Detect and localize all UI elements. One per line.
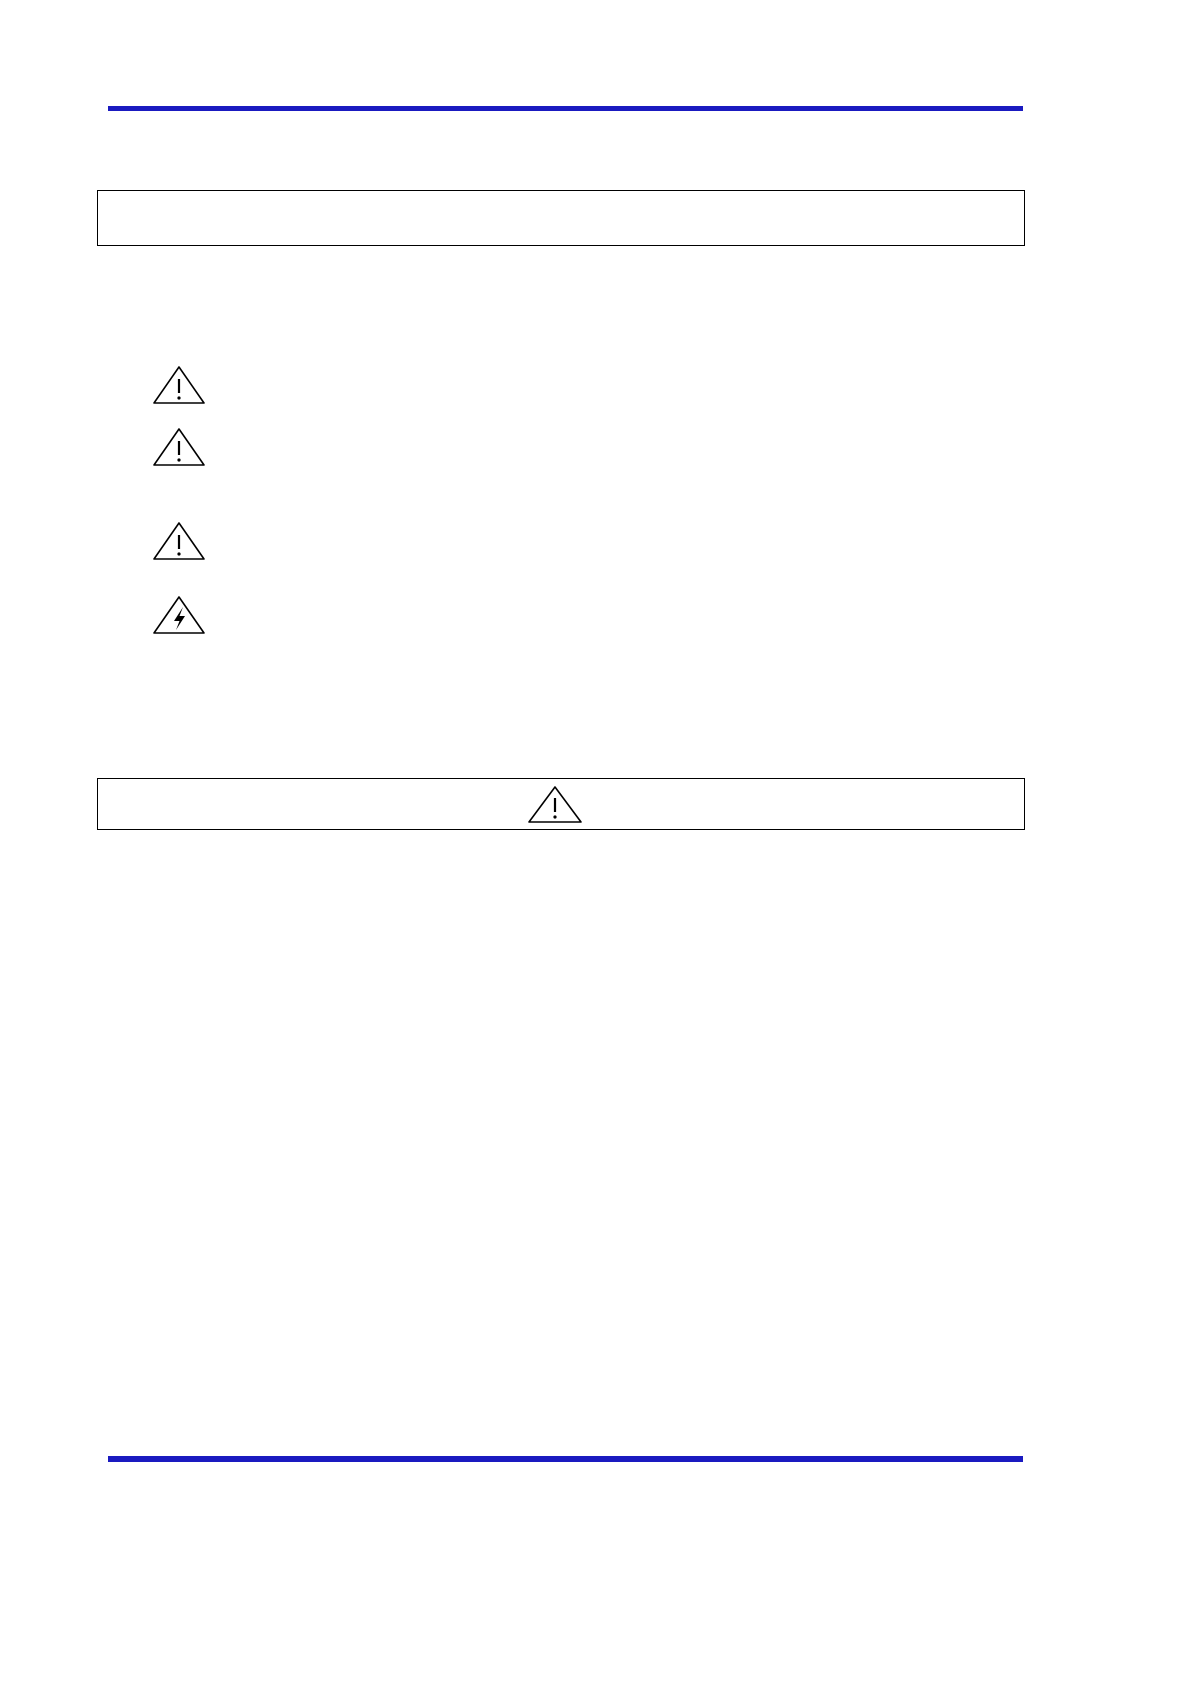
footer-rule xyxy=(108,1456,1023,1462)
symbol-row xyxy=(150,518,1022,562)
symbol-description xyxy=(222,518,1022,526)
symbol-row xyxy=(150,424,1022,468)
warning-triangle-exclamation-icon xyxy=(150,518,208,562)
warning-triangle-lightning-icon xyxy=(150,592,208,636)
symbol-row xyxy=(150,362,1022,406)
header-rule xyxy=(108,106,1023,111)
caution-box xyxy=(97,778,1025,830)
warning-triangle-exclamation-icon xyxy=(150,362,208,406)
symbol-description xyxy=(222,424,1022,432)
symbol-description xyxy=(222,592,1022,600)
symbol-description xyxy=(222,362,1022,370)
caution-inner xyxy=(98,779,1024,829)
warning-triangle-exclamation-icon xyxy=(150,424,208,468)
section-title-box xyxy=(97,190,1025,246)
warning-triangle-exclamation-icon xyxy=(525,783,585,825)
symbol-row xyxy=(150,592,1022,636)
